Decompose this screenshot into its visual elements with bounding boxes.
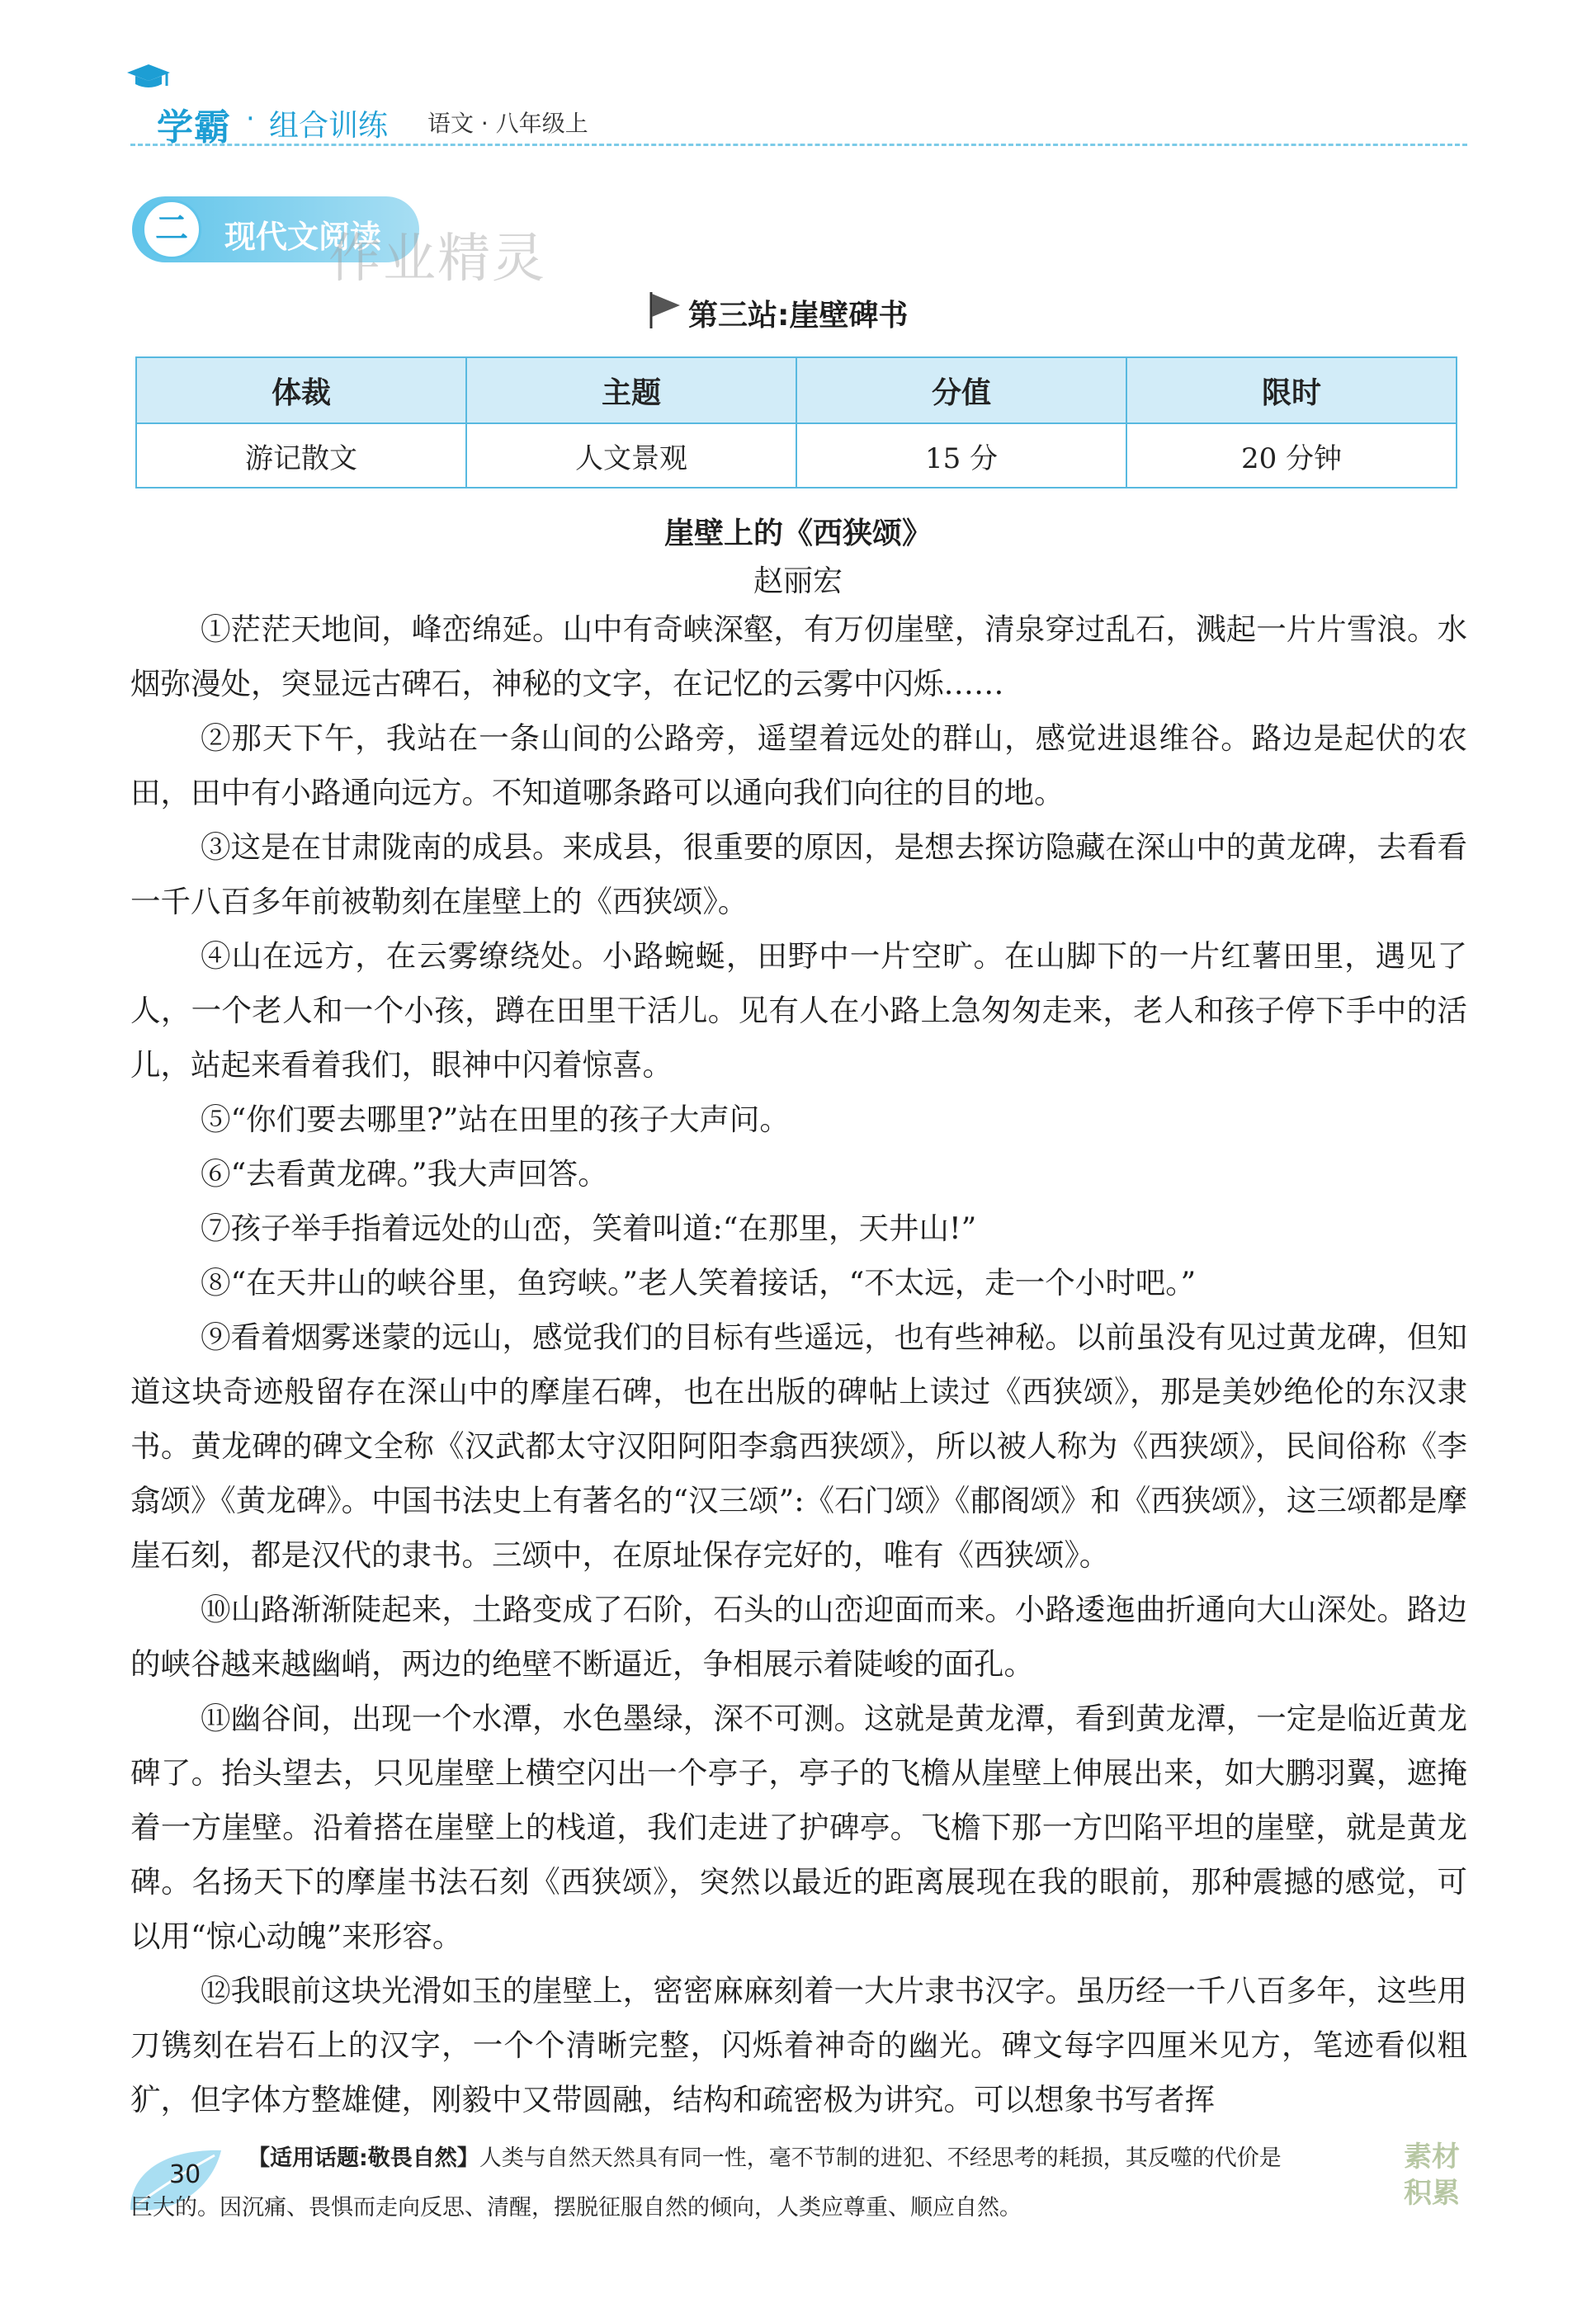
paragraph-11: ⑪幽谷间，出现一个水潭，水色墨绿，深不可测。这就是黄龙潭，看到黄龙潭，一定是临近黄龙碑了。抬头望去，只见崖壁上横空闪出一个亭子，亭子的飞檐从崖壁上伸展出来，如大鹏羽翼，遮掩着一方崖壁。沿着搭在崖壁上的栈道，我们走进了护碑亭。飞檐下那一方凹陷平坦的崖壁，就是黄龙碑。名扬天下的摩崖书法石刻《西狭颂》，突然以最近的距离展现在我的眼前，那种震撼的感觉，可以用“惊心动魄”来形容。: [130, 1701, 1467, 1954]
paragraph-12: ⑫我眼前这块光滑如玉的崖壁上，密密麻麻刻着一大片隶书汉字。虽历经一千八百多年，这些用刀镌刻在岩石上的汉字，一个个清晰完整，闪烁着神奇的幽光。碑文每字四厘米见方，笔迹看似粗犷，但字体方整雄健，刚毅中又带圆融，结构和疏密极为讲究。可以想象书写者挥: [130, 1973, 1467, 2117]
header-divider: [130, 144, 1467, 146]
table-header-cell: 分值: [796, 357, 1126, 423]
page-number: 30: [169, 2160, 201, 2189]
brand-dot: ·: [246, 102, 255, 135]
paragraph-2: ②那天下午，我站在一条山间的公路旁，遥望着远处的群山，感觉进退维谷。路边是起伏的农田，田中有小路通向远方。不知道哪条路可以通向我们向往的目的地。: [130, 720, 1467, 810]
paragraph-9: ⑨看着烟雾迷蒙的远山，感觉我们的目标有些遥远，也有些神秘。以前虽没有见过黄龙碑，但知道这块奇迹般留存在深山中的摩崖石碑，也在出版的碑帖上读过《西狭颂》，那是美妙绝伦的东汉隶书。黄龙碑的碑文全称《汉武都太守汉阳阿阳李翕西狭颂》，所以被人称为《西狭颂》，民间俗称《李翕颂》《黄龙碑》。中国书法史上有著名的“汉三颂”:《石门颂》《郙阁颂》和《西狭颂》，这三颂都是摩崖石刻，都是汉代的隶书。三颂中，在原址保存完好的，唯有《西狭颂》。: [130, 1319, 1467, 1573]
corner-tag: 素材积累: [1404, 2140, 1460, 2210]
table-header-cell: 限时: [1126, 357, 1457, 423]
article-title: 崖壁上的《西狭颂》: [663, 517, 932, 550]
paragraph-3: ③这是在甘肃陇南的成县。来成县，很重要的原因，是想去探访隐藏在深山中的黄龙碑，去看看一千八百多年前被勒刻在崖壁上的《西狭颂》。: [130, 829, 1467, 919]
paragraph-1: ①茫茫天地间，峰峦绵延。山中有奇峡深壑，有万仞崖壁，清泉穿过乱石，溅起一片片雪浪。水烟弥漫处，突显远古碑石，神秘的文字，在记忆的云雾中闪烁……: [130, 611, 1467, 701]
flag-icon: [649, 290, 682, 328]
footer-note: [248, 2134, 1395, 2183]
table-cell: 游记散文: [136, 423, 466, 488]
paragraph-6: ⑥“去看黄龙碑。”我大声回答。: [201, 1156, 608, 1192]
watermark: 作业精灵: [328, 229, 546, 290]
table-cell: 人文景观: [466, 423, 796, 488]
footer-line-1: 人类与自然天然具有同一性，毫不节制的进犯、不经思考的耗损，其反噬的代价是: [479, 2145, 1282, 2171]
table-cell: 20 分钟: [1126, 423, 1457, 488]
paragraph-4: ④山在远方，在云雾缭绕处。小路蜿蜒，田野中一片空旷。在山脚下的一片红薯田里，遇见了人，一个老人和一个小孩，蹲在田里干活儿。见有人在小路上急匆匆走来，老人和孩子停下手中的活儿，站起来看着我们，眼神中闪着惊喜。: [130, 938, 1467, 1083]
section-title: 现代文阅读: [224, 219, 382, 255]
paragraph-5: ⑤“你们要去哪里?”站在田里的孩子大声问。: [201, 1102, 790, 1137]
footer-topic-label: 【适用话题:敬畏自然】: [248, 2145, 479, 2171]
mortarboard-icon: [124, 63, 173, 91]
station-title: 第三站:崖壁碑书: [688, 299, 909, 333]
subject-grade: 语文 · 八年级上: [427, 110, 588, 137]
info-table: [135, 356, 1457, 489]
paragraph-8: ⑧“在天井山的峡谷里，鱼窍峡。”老人笑着接话，“不太远，走一个小时吧。”: [201, 1265, 1197, 1300]
paragraph-7: ⑦孩子举手指着远处的山峦，笑着叫道:“在那里，天井山!”: [201, 1211, 977, 1246]
article-author: 赵丽宏: [753, 564, 843, 598]
paragraph-10: ⑩山路渐渐陡起来，土路变成了石阶，石头的山峦迎面而来。小路逶迤曲折通向大山深处。路边的峡谷越来越幽峭，两边的绝壁不断逼近，争相展示着陡峻的面孔。: [130, 1592, 1467, 1682]
brand-subtitle: 组合训练: [269, 109, 389, 143]
section-number: 二: [142, 200, 201, 259]
table-row: [136, 423, 1457, 488]
table-header-row: [136, 357, 1457, 423]
table-header-cell: 体裁: [136, 357, 466, 423]
article-body: [130, 602, 1467, 2127]
brand-logo: 学霸: [157, 106, 231, 149]
table-header-cell: 主题: [466, 357, 796, 423]
table-cell: 15 分: [796, 423, 1126, 488]
footer-line-2: 巨大的。因沉痛、畏惧而走向反思、清醒，摆脱征服自然的倾向，人类应尊重、顺应自然。: [130, 2195, 1022, 2221]
